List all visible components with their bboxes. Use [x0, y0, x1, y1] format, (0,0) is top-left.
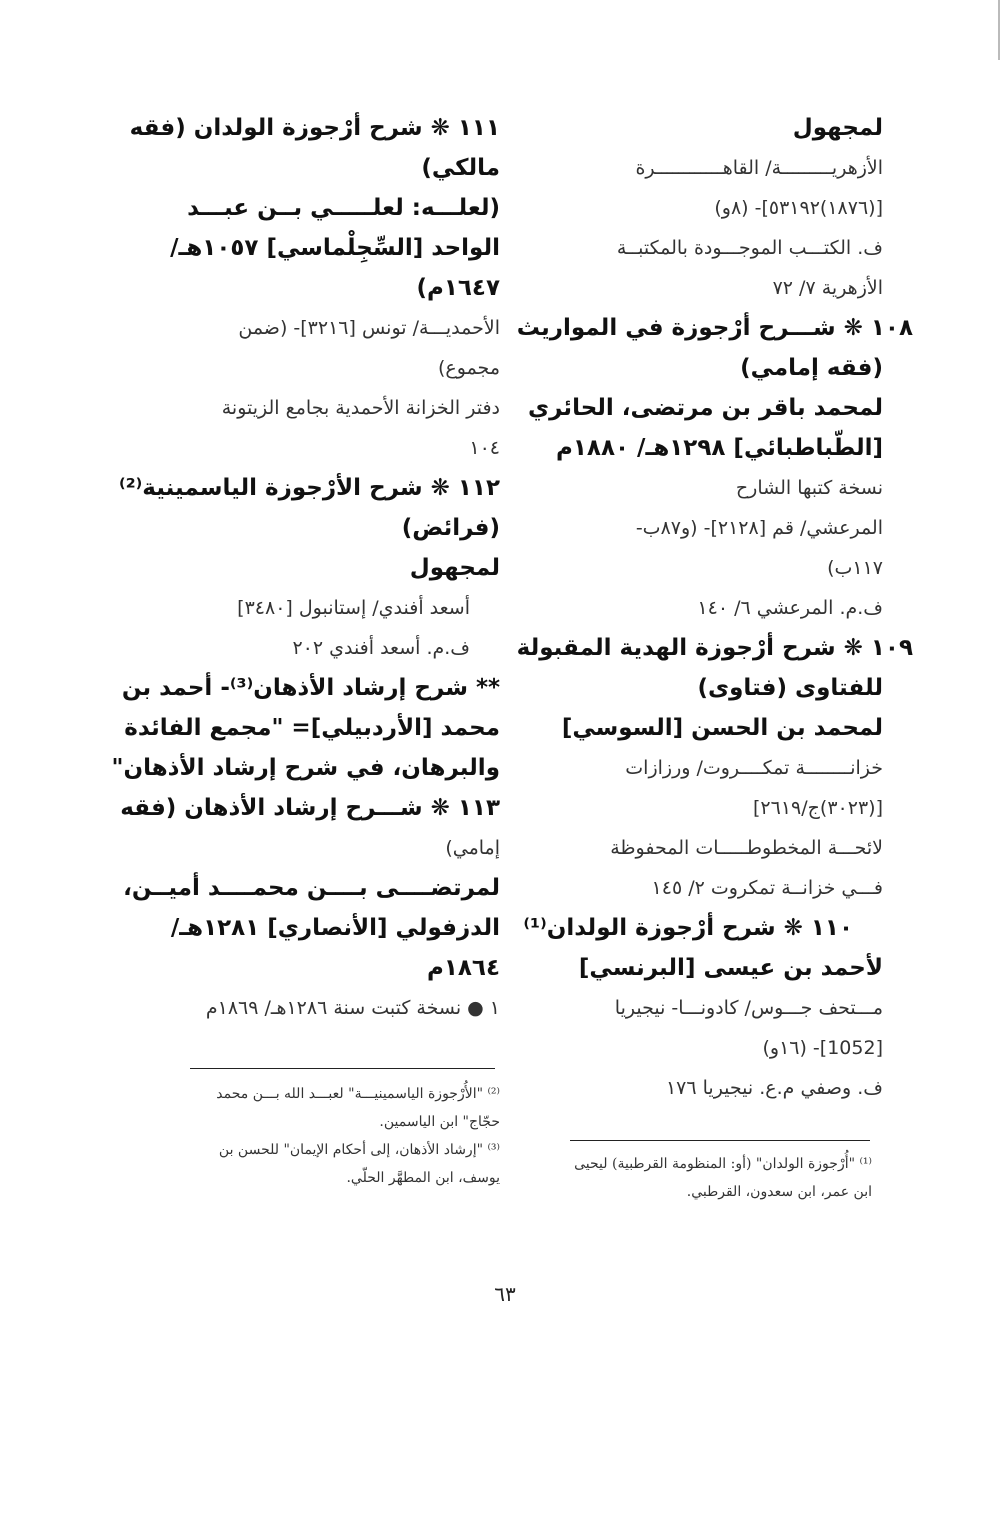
- right-column: [515, 108, 913, 1108]
- left-column: [111, 108, 500, 1028]
- right-column-line: لمحمد باقر بن مرتضى، الحائري: [528, 395, 883, 421]
- left-column-line: ١٨٦٤م: [426, 955, 500, 981]
- right-column-line: المرعشي/ قم [٢١٢٨]- (و٨٧ب-: [635, 517, 883, 539]
- footnote-line: ⁽²⁾ "الأُرْجوزة الياسمينيـــة" لعبـــد الله بـــن محمد: [216, 1086, 500, 1102]
- footnote-separator-right: [570, 1140, 870, 1141]
- right-column-line: [الطّباطبائي] ١٢٩٨هـ/ ١٨٨٠م: [556, 435, 883, 461]
- left-column-line: الدزفولي [الأنصاري] ١٢٨١هـ/: [170, 915, 500, 941]
- right-column-line: الأزهرية ٧/ ٧٢: [772, 277, 883, 299]
- left-column-line: (لعلـــه: لعلـــــي بــن عبـــد: [187, 195, 500, 221]
- scan-edge-mark: [998, 0, 1000, 60]
- footnote-line: ابن عمر، ابن سعدون، القرطبي.: [686, 1184, 872, 1200]
- right-column-line: [1052]- (١٦و): [762, 1037, 883, 1059]
- left-column-line: الواحد [السِّجِلْماسي] ١٠٥٧هـ/: [170, 235, 500, 261]
- left-column-line: ف.م. أسعد أفندي ٢٠٢: [292, 637, 470, 659]
- right-column-line: مـــتحف جـــوس/ كادونـــا- نيجيريا: [614, 997, 883, 1019]
- right-column-line: ف. الكتـــب الموجـــودة بالمكتبــة: [616, 237, 883, 259]
- left-column-line: ١١١ ❋ شرح أرْجوزة الولدان (فقه: [129, 115, 500, 141]
- left-column-line: ١١٢ ❋ شرح الأرْجوزة الياسمينية⁽²⁾: [118, 475, 500, 501]
- right-column-line: لائحـــة المخطوطـــــات المحفوظة: [610, 837, 883, 859]
- right-column-line: (فقه إمامي): [740, 355, 883, 381]
- right-column-line: فـــي خزانــة تمكروت ٢/ ١٤٥: [651, 877, 883, 899]
- right-column-line: لمحمد بن الحسن [السوسي]: [561, 715, 883, 741]
- left-column-line: ** شرح إرشاد الأذهان⁽³⁾- أحمد بن: [121, 675, 500, 701]
- footnotes-right: [520, 1150, 872, 1206]
- left-column-line: لمجهول: [409, 555, 500, 581]
- page-number: ٦٣: [494, 1282, 516, 1306]
- left-column-line: دفتر الخزانة الأحمدية بجامع الزيتونة: [221, 397, 500, 419]
- left-column-line: ١٠٤: [469, 437, 500, 459]
- right-column-line: ١١٠ ❋ شرح أرْجوزة الولدان⁽¹⁾: [523, 915, 853, 941]
- footnote-line: ⁽¹⁾ "أُرْجوزة الولدان" (أو: المنظومة القرطبية) ليحيى: [574, 1156, 872, 1172]
- footnote-separator-left: [190, 1068, 495, 1069]
- footnote-line: يوسف، ابن المطهَّر الحلّي.: [346, 1170, 500, 1186]
- left-column-line: إمامي): [445, 837, 500, 859]
- left-column-line: الأحمديـــة/ تونس [٣٢١٦]- (ضمن: [238, 317, 500, 339]
- right-column-line: [(١٨٧٦)٥٣١٩٢]- (٨و): [714, 197, 883, 219]
- left-column-line: ١٦٤٧م): [416, 275, 500, 301]
- left-column-line: لمرتضــــى بــــن محمــــد أميــن،: [123, 875, 500, 901]
- right-column-line: لمجهول: [792, 115, 883, 141]
- left-column-line: والبرهان، في شرح إرشاد الأذهان": [111, 755, 500, 781]
- right-column-line: الأزهريـــــــــة/ القاهــــــــــــرة: [635, 157, 883, 179]
- right-column-line: ١٠٩ ❋ شرح أرْجوزة الهدية المقبولة: [516, 635, 913, 661]
- right-column-line: ف.م. المرعشي ٦/ ١٤٠: [697, 597, 883, 619]
- right-column-line: ١١٧ب): [827, 557, 883, 579]
- left-column-line: أسعد أفندي/ إستانبول [٣٤٨٠]: [237, 597, 470, 619]
- left-column-line: مالكي): [421, 155, 500, 181]
- right-column-line: خزانــــــــة تمكــــروت/ ورزازات: [625, 757, 883, 779]
- footnotes-left: [150, 1080, 500, 1192]
- right-column-line: لأحمد بن عيسى [البرنسي]: [578, 955, 883, 981]
- left-column-line: مجموع): [438, 357, 500, 379]
- right-column-line: ١٠٨ ❋ شـــرح أرْجوزة في المواريث: [516, 315, 913, 341]
- left-column-line: (فرائض): [401, 515, 500, 541]
- right-column-line: نسخة كتبها الشارح: [735, 477, 883, 499]
- left-column-line: ١ ● نسخة كتبت سنة ١٢٨٦هـ/ ١٨٦٩م: [205, 997, 500, 1019]
- footnote-line: ⁽³⁾ "إرشاد الأذهان، إلى أحكام الإيمان" للحسن بن: [218, 1142, 500, 1158]
- footnote-line: حجّاج" ابن الياسمين.: [379, 1114, 500, 1130]
- right-column-line: للفتاوى (فتاوى): [697, 675, 883, 701]
- left-column-line: محمد [الأردبيلي]= "مجمع الفائدة: [124, 715, 500, 741]
- left-column-line: ١١٣ ❋ شـــرح إرشاد الأذهان (فقه: [120, 795, 500, 821]
- right-column-line: [(٣٠٢٣)ج/٢٦١٩]: [753, 797, 883, 819]
- right-column-line: ف. وصفي م.ع. نيجيريا ١٧٦: [665, 1077, 883, 1099]
